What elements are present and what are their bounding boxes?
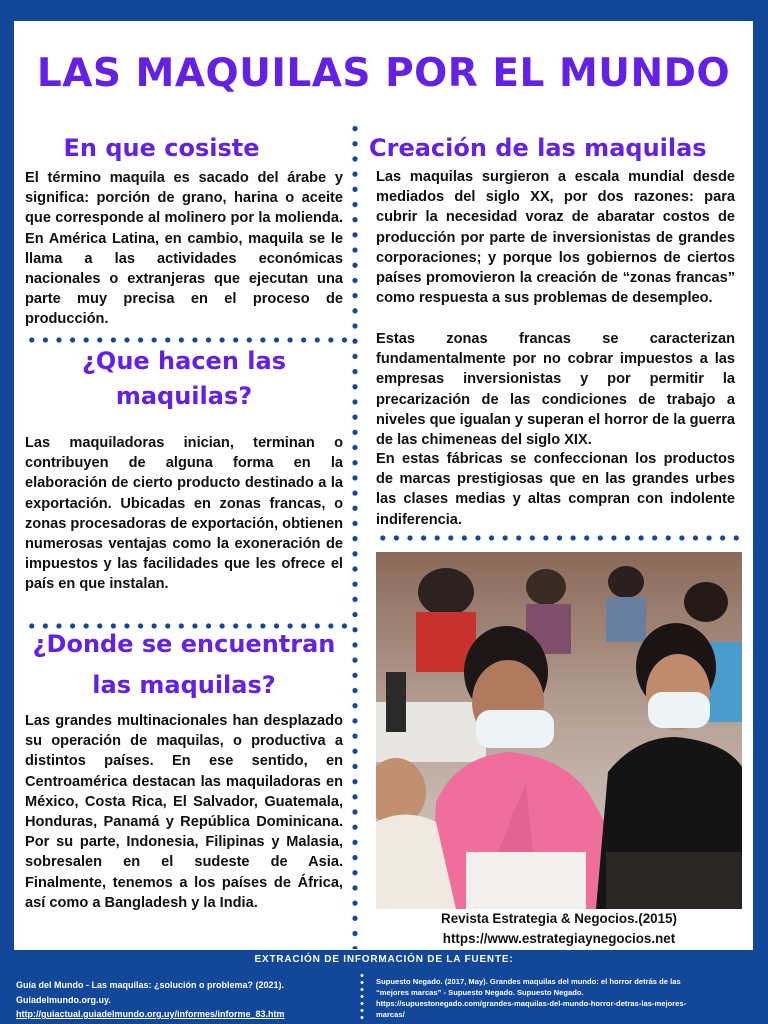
divider-dots (25, 337, 350, 343)
divider-dots (376, 535, 742, 541)
content-panel (14, 21, 753, 950)
text-donde: Las grandes multinacionales han desplazado su operación de maquilas, o productiva a distintos países. En ese sentido, en Centroamérica destacan las maquiladoras en México, Costa Rica, El Salvador, Guatemala, Honduras, Panamá y República Dominicana. Por su parte, Indonesia, Filipinas y Malasia, sobresalen en el sudeste de Asia. Finalmente, tenemos a los países de África, así como a Bangladesh y la India. (25, 713, 343, 911)
heading-line: maquilas? (115, 382, 253, 410)
heading-donde (14, 627, 354, 703)
column-divider-dots (352, 121, 358, 949)
source-right (376, 976, 756, 1020)
caption-source: Revista Estrategia & Negocios.(2015) (441, 911, 677, 926)
heading-line: ¿Que hacen las (82, 347, 286, 375)
source-right-link[interactable]: marcas/ (376, 1010, 405, 1019)
source-left-link[interactable]: http://guiactual.guiadelmundo.org.uy/informes/informe_83.htm (16, 1009, 285, 1019)
factory-workers-photo (376, 552, 742, 909)
source-right-link[interactable]: https://supuestonegado.com/grandes-maquilas-del-mundo-horror-detras-las-mejores- (376, 999, 687, 1008)
text-creacion-1: Las maquilas surgieron a escala mundial desde mediados del siglo XX, por dos razones: para cubrir la necesidad voraz de abaratar costos de producción por parte de inversionistas de grandes corporaciones; y porque los gobiernos de ciertos países promovieron la creación de “zonas francas” como respuesta a sus problemas de desempleo. (376, 169, 735, 307)
footer-heading: EXTRACIÓN DE INFORMACIÓN DE LA FUENTE: (254, 954, 514, 965)
source-left-line: Guiadelmundo.org.uy. (16, 994, 111, 1005)
heading-line: las maquilas? (92, 671, 276, 699)
footer-divider-dots (360, 972, 364, 1020)
source-right-line: “mejores marcas” - Supuesto Negado. Supuesto Negado. (376, 988, 584, 997)
source-left (16, 978, 351, 1022)
photo-caption (376, 909, 742, 949)
heading-que-consiste: En que cosiste (63, 134, 260, 162)
source-left-line: Guía del Mundo - Las maquilas: ¿solución o problema? (2021). (16, 980, 285, 990)
caption-url: https://www.estrategiaynegocios.net (442, 931, 676, 946)
heading-line: ¿Donde se encuentran (32, 630, 336, 658)
heading-creacion: Creación de las maquilas (369, 134, 707, 162)
text-creacion-3: En estas fábricas se confeccionan los productos de marcas prestigiosas que en las grandes urbes las clases medias y altas compran con indolente indiferencia. (376, 451, 735, 528)
source-right-line: Supuesto Negado. (2017, May). Grandes maquilas del mundo: el horror detrás de las (376, 977, 681, 986)
text-creacion-2: Estas zonas francas se caracterizan fundamentalmente por no cobrar impuestos a las empresas inversionistas y por permitir la precarización de las condiciones de trabajo a niveles que igualan y superan el horror de la guerra de las chimeneas del siglo XIX. (376, 331, 735, 449)
page-title: LAS MAQUILAS POR EL MUNDO (36, 51, 731, 96)
text-que-hacen: Las maquiladoras inician, terminan o contribuyen de alguna forma en la elaboración de cierto producto destinado a la exportación. Ubicadas en zonas francas, o zonas procesadoras de exportación, obtienen numerosas ventajas como la exoneración de impuestos y las facilidades que les ofrece el país en que instalan. (25, 435, 343, 593)
text-que-consiste: El término maquila es sacado del árabe y significa: porción de grano, harina o aceite que corresponde al molinero por la molienda. En América Latina, en cambio, maquila se le llama a las actividades económicas nacionales o extranjeras que ejecutan una parte muy precisa en el proceso de producción. (25, 170, 343, 328)
heading-que-hacen (25, 344, 343, 414)
